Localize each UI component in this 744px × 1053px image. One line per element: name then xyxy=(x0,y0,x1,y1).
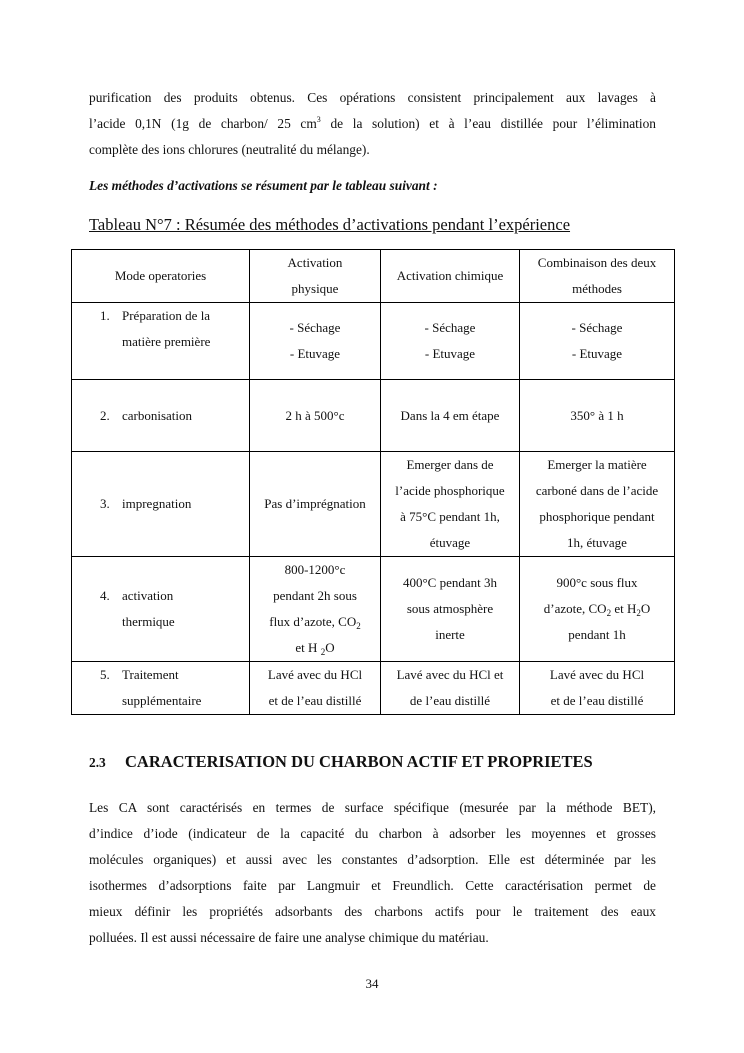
table-row xyxy=(72,452,675,557)
section-title: CARACTERISATION DU CHARBON ACTIF ET PROPRIETES xyxy=(125,752,593,771)
body-line: d’indice d’iode (indicateur de la capacité du charbon à adsorber les moyennes et grosses xyxy=(89,826,656,841)
body-line: mieux définir les propriétés adsorbants des charbons actifs pour le traitement des eaux xyxy=(89,904,656,919)
combined-cell: 900°c sous flux d’azote, $CO_2$ et $H_2O$ pendant 1h xyxy=(520,557,675,662)
body-line: molécules organiques) et aussi avec les constantes d’adsorption. Elle est déterminée par les xyxy=(89,852,656,867)
chemical-cell: Dans la 4 em étape xyxy=(381,380,520,452)
intro-paragraph xyxy=(89,85,656,163)
combined-cell: Lavé avec du HCl et de l’eau distillé xyxy=(520,662,675,715)
body-line: Les CA sont caractérisés en termes de surface spécifique (mesurée par la méthode BET), xyxy=(89,800,656,815)
table-row xyxy=(72,303,675,380)
activation-methods-table xyxy=(71,249,675,715)
table-caption: Tableau N°7 : Résumée des méthodes d’activations pendant l’expérience xyxy=(89,215,571,234)
header-physical: Activation physique xyxy=(250,250,381,303)
section-heading xyxy=(89,752,593,772)
chemical-cell: - Séchage - Etuvage xyxy=(381,303,520,380)
intro-line: purification des produits obtenus. Ces opérations consistent principalement aux lavages à xyxy=(89,90,656,105)
intro-line: l’acide 0,1N (1g de charbon/ 25 $cm^3$ de la solution) et à l’eau distillée pour l’élimination xyxy=(89,115,656,131)
table-header-row xyxy=(72,250,675,303)
stage-cell: 4. activation thermique xyxy=(72,557,250,662)
header-combined: Combinaison des deux méthodes xyxy=(520,250,675,303)
table-row xyxy=(72,380,675,452)
chemical-cell: Lavé avec du HCl et de l’eau distillé xyxy=(381,662,520,715)
methods-heading: Les méthodes d’activations se résument par le tableau suivant : xyxy=(89,178,438,193)
header-chemical: Activation chimique xyxy=(381,250,520,303)
stage-cell: 5. Traitement supplémentaire xyxy=(72,662,250,715)
physical-cell: - Séchage - Etuvage xyxy=(250,303,381,380)
body-line: polluées. Il est aussi nécessaire de faire une analyse chimique du matériau. xyxy=(89,930,489,945)
combined-cell: 350° à 1 h xyxy=(520,380,675,452)
physical-cell: Pas d’imprégnation xyxy=(250,452,381,557)
stage-cell: 3. impregnation xyxy=(72,452,250,557)
section-number: 2.3 xyxy=(89,755,106,770)
chemical-cell: Emerger dans de l’acide phosphorique à 75°C pendant 1h, étuvage xyxy=(381,452,520,557)
stage-cell: 2. carbonisation xyxy=(72,380,250,452)
header-mode: Mode operatories xyxy=(72,250,250,303)
table-row xyxy=(72,662,675,715)
table-row xyxy=(72,557,675,662)
physical-cell: 800-1200°c pendant 2h sous flux d’azote, $CO_2$ et H $_2$O xyxy=(250,557,381,662)
stage-cell: 1. Préparation de la matière première xyxy=(72,303,250,380)
physical-cell: Lavé avec du HCl et de l’eau distillé xyxy=(250,662,381,715)
page-number: 34 xyxy=(365,976,379,991)
combined-cell: Emerger la matière carboné dans de l’acide phosphorique pendant 1h, étuvage xyxy=(520,452,675,557)
intro-line: complète des ions chlorures (neutralité du mélange). xyxy=(89,142,370,157)
body-line: isothermes d’adsorptions faite par Langmuir et Freundlich. Cette caractérisation permet de xyxy=(89,878,656,893)
chemical-cell: 400°C pendant 3h sous atmosphère inerte xyxy=(381,557,520,662)
combined-cell: - Séchage - Etuvage xyxy=(520,303,675,380)
section-body-paragraph xyxy=(89,795,656,951)
physical-cell: 2 h à 500°c xyxy=(250,380,381,452)
